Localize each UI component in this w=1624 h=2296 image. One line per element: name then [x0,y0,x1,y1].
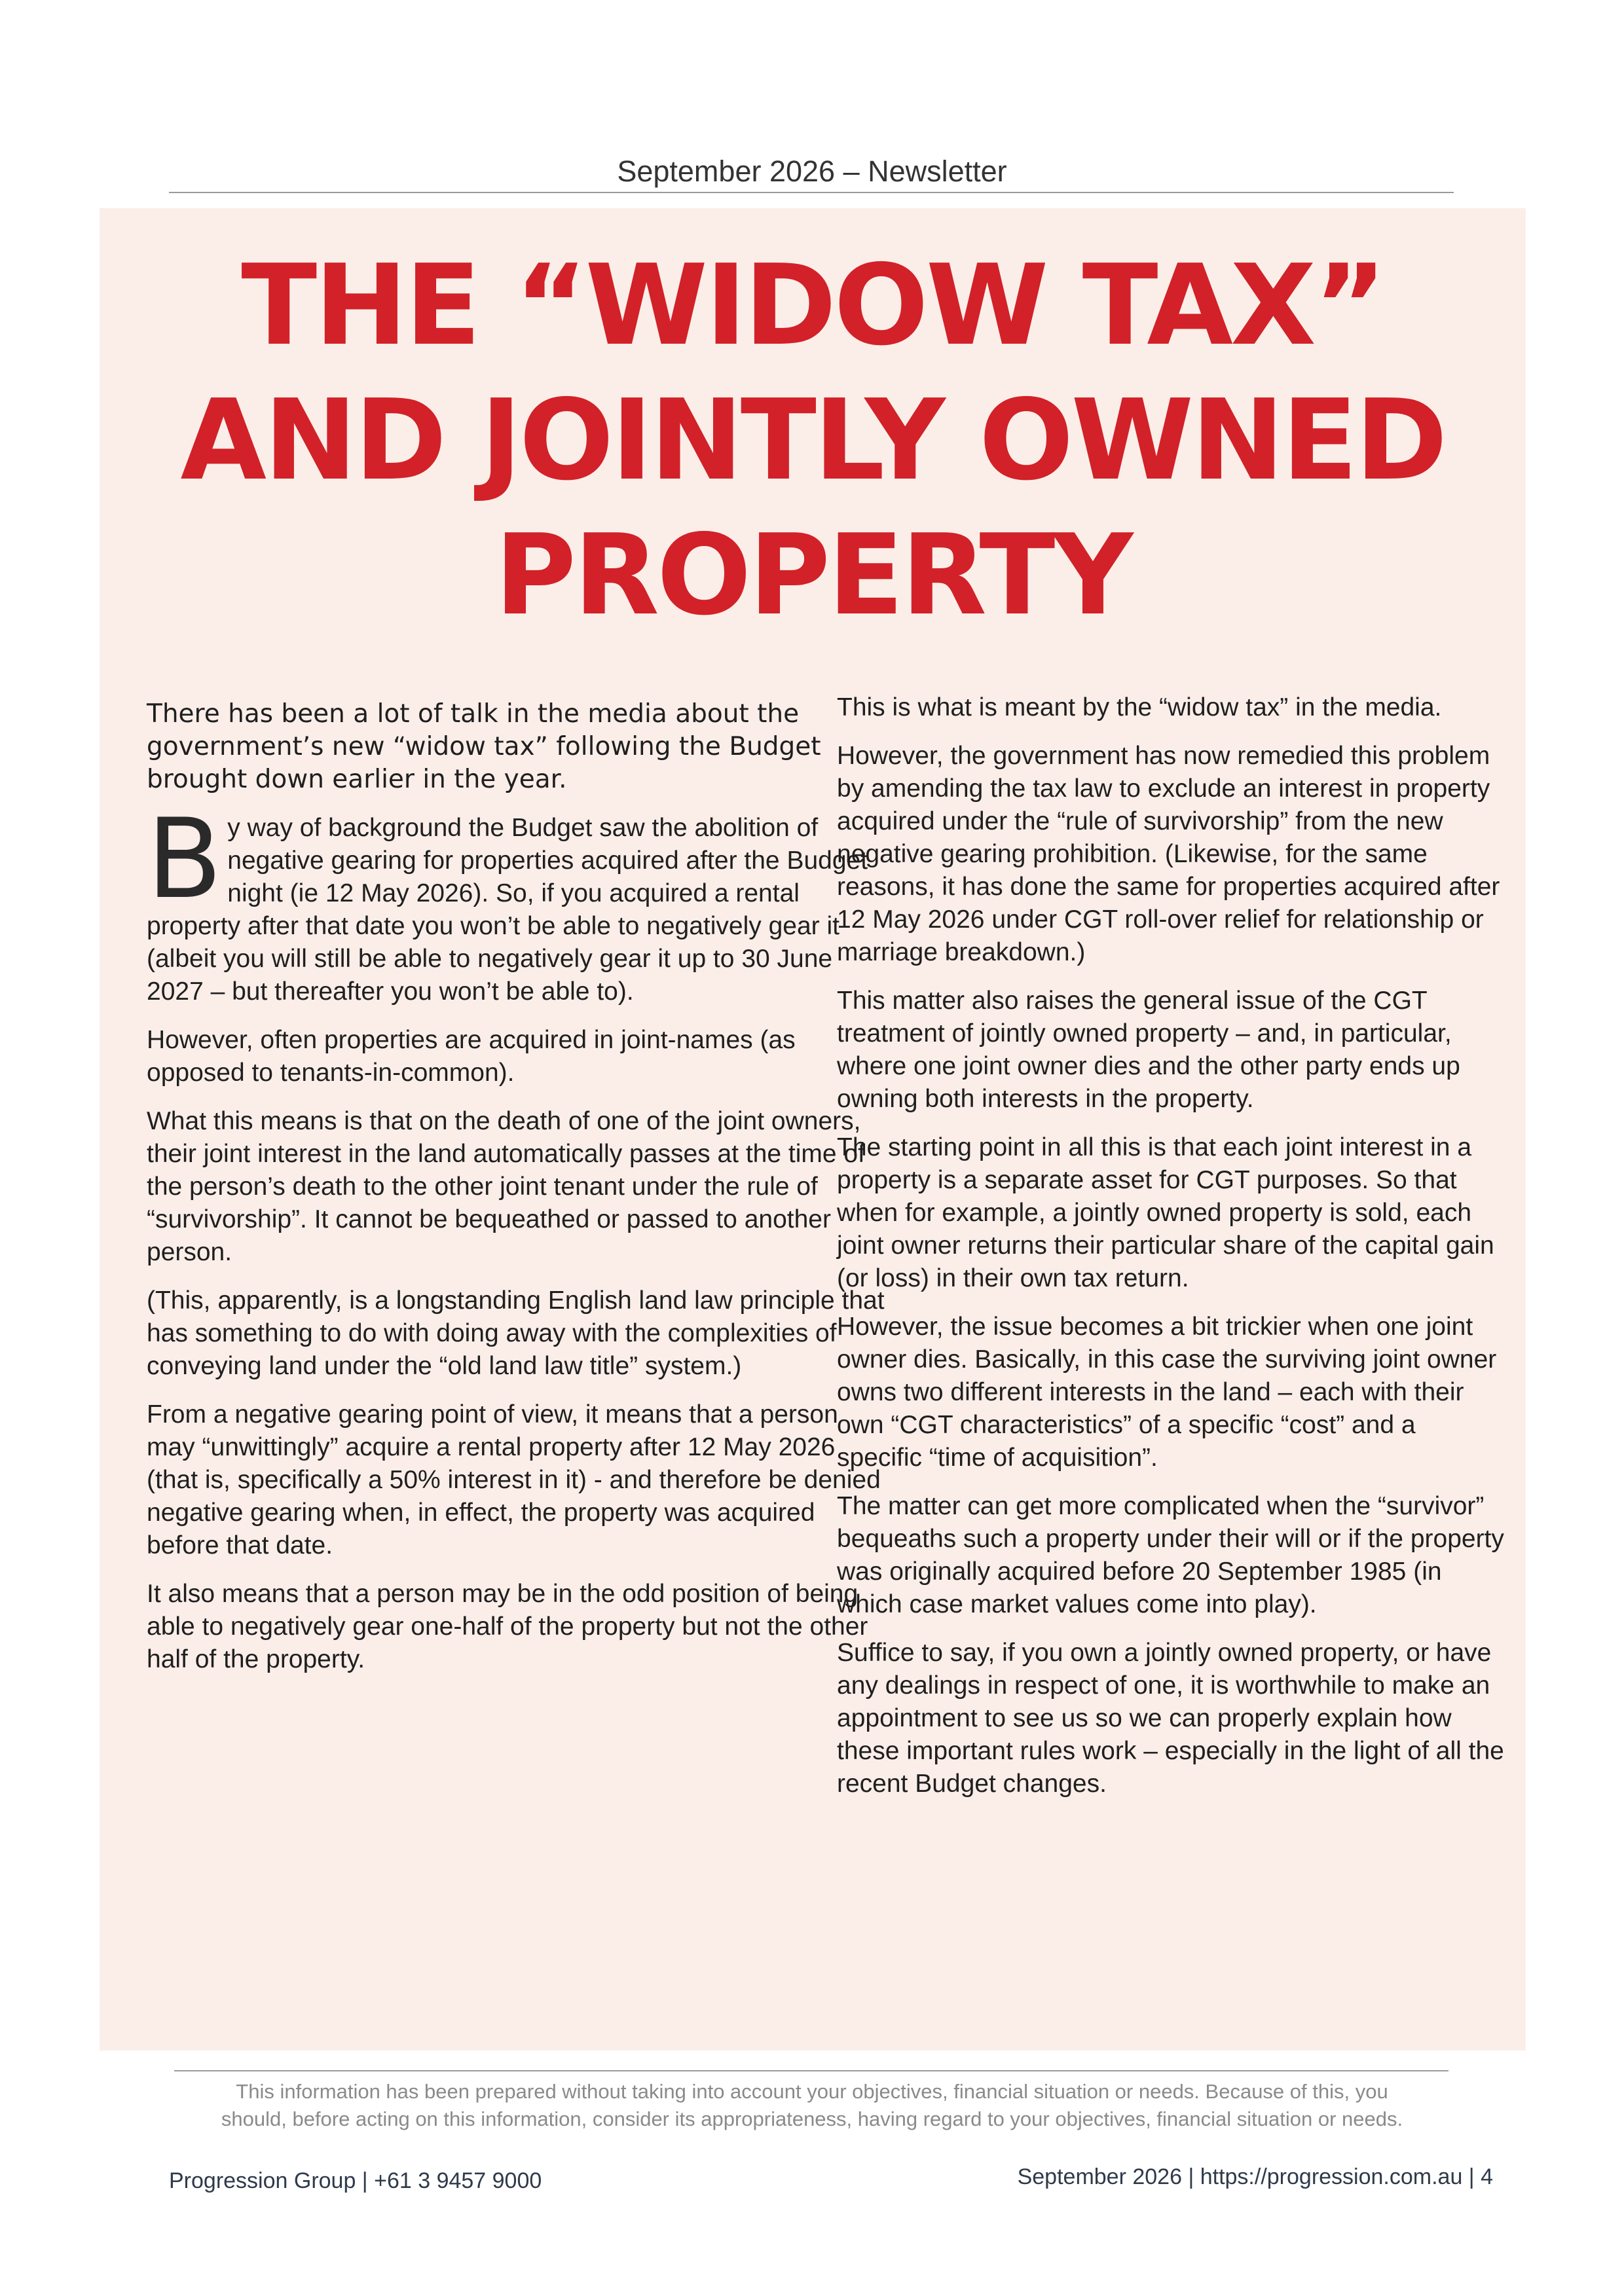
disclaimer-line: This information has been prepared without taking into account your objectives, financial situation or needs. Because of this, you [236,2080,1388,2103]
first-paragraph-text: y way of background the Budget saw the abolition of negative gearing for properties acquired after the Budget night (ie 12 May 2026). So, if you acquired a rental property after that date you won’t be able to negatively gear it (albeit you will still be able to negatively gear it up to 30 June 2027 – but thereafter you won’t be able to). [147,814,868,1006]
body-paragraph: The matter can get more complicated when the “survivor” bequeaths such a property under their will or if the property was originally acquired before 20 September 1985 (in which case market values come into play). [837,1492,1504,1618]
drop-cap: B [147,795,223,923]
right-column [837,691,1505,1816]
disclaimer-line: should, before acting on this information, consider its appropriateness, having regard to your objectives, financial situation or needs. [221,2107,1403,2130]
footer-divider [174,2070,1449,2071]
disclaimer [164,2078,1460,2133]
body-paragraph: This matter also raises the general issue of the CGT treatment of jointly owned property – and, in particular, where one joint owner dies and the other party ends up owning both interests in the property. [837,987,1460,1113]
body-paragraph: From a negative gearing point of view, it means that a person may “unwittingly” acquire a rental property after 12 May 2026 (that is, specifically a 50% interest in it) - and therefore be denied negative gearing when, in effect, the property was acquired before that date. [147,1400,881,1559]
title-line: THE “WIDOW TAX” [241,241,1384,371]
body-paragraph: However, the issue becomes a bit trickier when one joint owner dies. Basically, in this case the surviving joint owner owns two different interests in the land – each with their own “CGT characteristics” of a specific “cost” and a specific “time of acquisition”. [837,1313,1497,1472]
article-panel [100,208,1526,2050]
footer-page-info: September 2026 | https://progression.com.au | 4 [1017,2164,1493,2189]
footer-contact: Progression Group | +61 3 9457 9000 [169,2168,542,2193]
body-paragraph: However, the government has now remedied this problem by amending the tax law to exclude an interest in property acquired under the “rule of survivorship” from the new negative gearing prohibition. (Likewise, for the same reasons, it has done the same for properties acquired after 12 May 2026 under CGT roll-over relief for relationship or marriage breakdown.) [837,742,1500,966]
title-line: AND JOINTLY OWNED [180,376,1445,505]
left-column [147,698,887,1692]
body-paragraph: However, often properties are acquired in joint-names (as opposed to tenants-in-common). [147,1026,796,1087]
body-paragraph: This is what is meant by the “widow tax” in the media. [837,693,1442,721]
body-paragraph: What this means is that on the death of one of the joint owners, their joint interest in the land automatically passes at the time of the person’s death to the other joint tenant under the rule of “survivorship”. It cannot be bequeathed or passed to another person. [147,1107,865,1266]
running-header: September 2026 – Newsletter [617,155,1007,188]
body-paragraph: (This, apparently, is a longstanding English land law principle that has something to do with doing away with the complexities of conveying land under the “old land law title” system.) [147,1286,885,1380]
header-divider [169,192,1454,193]
lead-paragraph: There has been a lot of talk in the media about the government’s new “widow tax” following the Budget brought down earlier in the year. [147,699,821,794]
body-paragraph: It also means that a person may be in the odd position of being able to negatively gear one-half of the property but not the other half of the property. [147,1580,868,1673]
title-line: PROPERTY [494,511,1131,640]
article-title [100,238,1526,643]
body-paragraph: Suffice to say, if you own a jointly owned property, or have any dealings in respect of one, it is worthwhile to make an appointment to see us so we can properly explain how these important rules work – especially in the light of all the recent Budget changes. [837,1639,1504,1798]
first-paragraph [147,795,887,1008]
body-paragraph: The starting point in all this is that each joint interest in a property is a separate asset for CGT purposes. So that when for example, a jointly owned property is sold, each joint owner returns their particular share of the capital gain (or loss) in their own tax return. [837,1133,1494,1292]
